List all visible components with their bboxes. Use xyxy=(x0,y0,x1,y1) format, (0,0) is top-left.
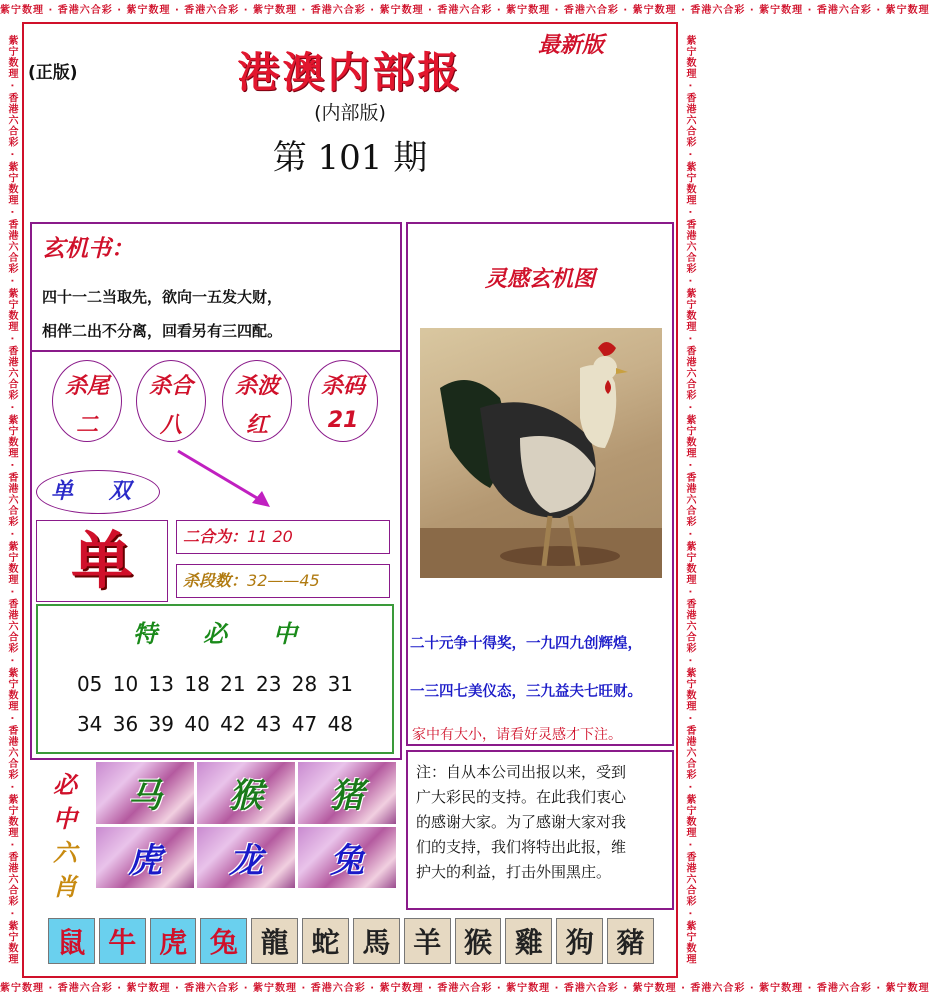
zodiac-tile: 蛇 xyxy=(302,918,349,964)
bi-zhong-liu-xiao-label xyxy=(48,768,82,904)
er-he-box xyxy=(176,520,390,554)
zodiac-tile: 羊 xyxy=(404,918,451,964)
tip-key: 杀尾 xyxy=(64,374,109,399)
sha-duan-label: 杀段数： xyxy=(183,571,248,590)
notice-box xyxy=(406,750,674,910)
border-left-text: 紫宁数理 · 香港六合彩 · 紫宁数理 · 香港六合彩 · 紫宁数理 · 香港六合彩 · 紫宁数理 · 香港六合彩 · 紫宁数理 · 香港六合彩 · 紫宁数理 · 香港六合彩 · 紫宁数理 · 香港六合彩 · 紫宁数理 xyxy=(6,35,17,965)
notice-line: 的感谢大家。为了感谢大家对我 xyxy=(416,813,627,831)
poem-line-1: 二十元争十得奖，一九四九创辉煌， xyxy=(410,636,642,652)
zodiac-tiles xyxy=(48,918,654,964)
zodiac-tile: 龍 xyxy=(251,918,298,964)
issue-number: 第 101 期 xyxy=(272,138,428,178)
er-he-label: 二合为： xyxy=(183,527,248,546)
tip-oval-sha-wei xyxy=(52,360,122,442)
tip-value: 二 xyxy=(75,413,98,438)
sha-duan-value: 32——45 xyxy=(247,571,320,590)
notice-line: 护大的利益，打击外围黑庄。 xyxy=(416,863,612,881)
zodiac-cell: 猪 xyxy=(298,762,396,824)
zodiac-tile: 雞 xyxy=(505,918,552,964)
newest-edition-label: 最新版 xyxy=(538,33,605,58)
zodiac-tile-highlight: 牛 xyxy=(99,918,146,964)
zodiac-tile: 猴 xyxy=(455,918,502,964)
poem-line-2: 一三四七美仪态，三九益夫七旺财。 xyxy=(410,684,642,700)
big-char: 单 xyxy=(70,524,133,597)
tip-value: 21 xyxy=(327,408,359,433)
notice-line: 广大彩民的支持。在此我们衷心 xyxy=(416,788,627,806)
numbers-row-1: 05 10 13 18 21 23 28 31 xyxy=(76,672,354,696)
numbers-row-2: 34 36 39 40 42 43 47 48 xyxy=(76,712,354,736)
tip-value: 红 xyxy=(245,413,268,438)
border-top-text: 紫宁数理 · 香港六合彩 · 紫宁数理 · 香港六合彩 · 紫宁数理 · 香港六合彩 · 紫宁数理 · 香港六合彩 · 紫宁数理 · 香港六合彩 · 紫宁数理 · 香港六合彩 · 紫宁数理 · 香港六合彩 · 紫宁数理 xyxy=(0,5,930,16)
bi-zhong-char: 肖 xyxy=(53,873,77,901)
zodiac-tile: 馬 xyxy=(353,918,400,964)
zodiac-cell: 虎 xyxy=(96,827,194,889)
arrow-icon xyxy=(170,445,280,515)
tip-oval-sha-ma xyxy=(308,360,378,442)
zodiac-tile: 豬 xyxy=(607,918,654,964)
xuanjishu-line-1: 四十一二当取先，欲向一五发大财， xyxy=(42,288,283,306)
border-bottom-text: 紫宁数理 · 香港六合彩 · 紫宁数理 · 香港六合彩 · 紫宁数理 · 香港六合彩 · 紫宁数理 · 香港六合彩 · 紫宁数理 · 香港六合彩 · 紫宁数理 · 香港六合彩 · 紫宁数理 · 香港六合彩 · 紫宁数理 xyxy=(0,983,930,994)
page-title: 港澳内部报 xyxy=(237,48,463,97)
zodiac-grid xyxy=(96,762,396,888)
big-char-box xyxy=(36,520,168,602)
tip-key: 杀波 xyxy=(234,374,279,399)
zheng-ban-label: (正版) xyxy=(28,63,78,83)
ling-gan-title: 灵感玄机图 xyxy=(484,267,595,292)
bi-zhong-char: 中 xyxy=(53,805,77,833)
xuanjishu-line-2: 相伴二出不分离，回看另有三四配。 xyxy=(42,322,283,340)
te-bi-zhong-heading: 特必中 xyxy=(133,620,343,648)
tip-oval-sha-he xyxy=(136,360,206,442)
dan-shuang-oval: 单 双 xyxy=(36,470,160,514)
sha-duan-box xyxy=(176,564,390,598)
tip-value: 八 xyxy=(159,413,182,438)
xuanjishu-heading: 玄机书： xyxy=(42,236,134,262)
rooster-icon xyxy=(420,328,662,578)
zodiac-cell: 猴 xyxy=(197,762,295,824)
tip-key: 杀合 xyxy=(148,374,193,399)
zodiac-cell: 马 xyxy=(96,762,194,824)
left-divider xyxy=(32,350,400,352)
bi-zhong-char: 六 xyxy=(53,839,77,867)
zodiac-cell: 龙 xyxy=(197,827,295,889)
zodiac-tile-highlight: 鼠 xyxy=(48,918,95,964)
zodiac-tile-highlight: 虎 xyxy=(150,918,197,964)
border-right-text: 紫宁数理 · 香港六合彩 · 紫宁数理 · 香港六合彩 · 紫宁数理 · 香港六合彩 · 紫宁数理 · 香港六合彩 · 紫宁数理 · 香港六合彩 · 紫宁数理 · 香港六合彩 · 紫宁数理 · 香港六合彩 · 紫宁数理 xyxy=(684,35,695,965)
poem-note: 家中有大小，请看好灵感才下注。 xyxy=(412,727,622,743)
rooster-photo xyxy=(420,328,662,578)
tip-key: 杀码 xyxy=(320,374,365,399)
notice-line: 们的支持，我们将特出此报，维 xyxy=(416,838,627,856)
page-subtitle: (内部版) xyxy=(314,102,386,124)
zodiac-cell: 兔 xyxy=(298,827,396,889)
tip-oval-sha-bo xyxy=(222,360,292,442)
zodiac-tile-highlight: 兔 xyxy=(200,918,247,964)
zodiac-tile: 狗 xyxy=(556,918,603,964)
bi-zhong-char: 必 xyxy=(53,771,77,799)
er-he-value: 11 20 xyxy=(247,527,293,546)
notice-line: 注：自从本公司出报以来，受到 xyxy=(416,763,627,781)
